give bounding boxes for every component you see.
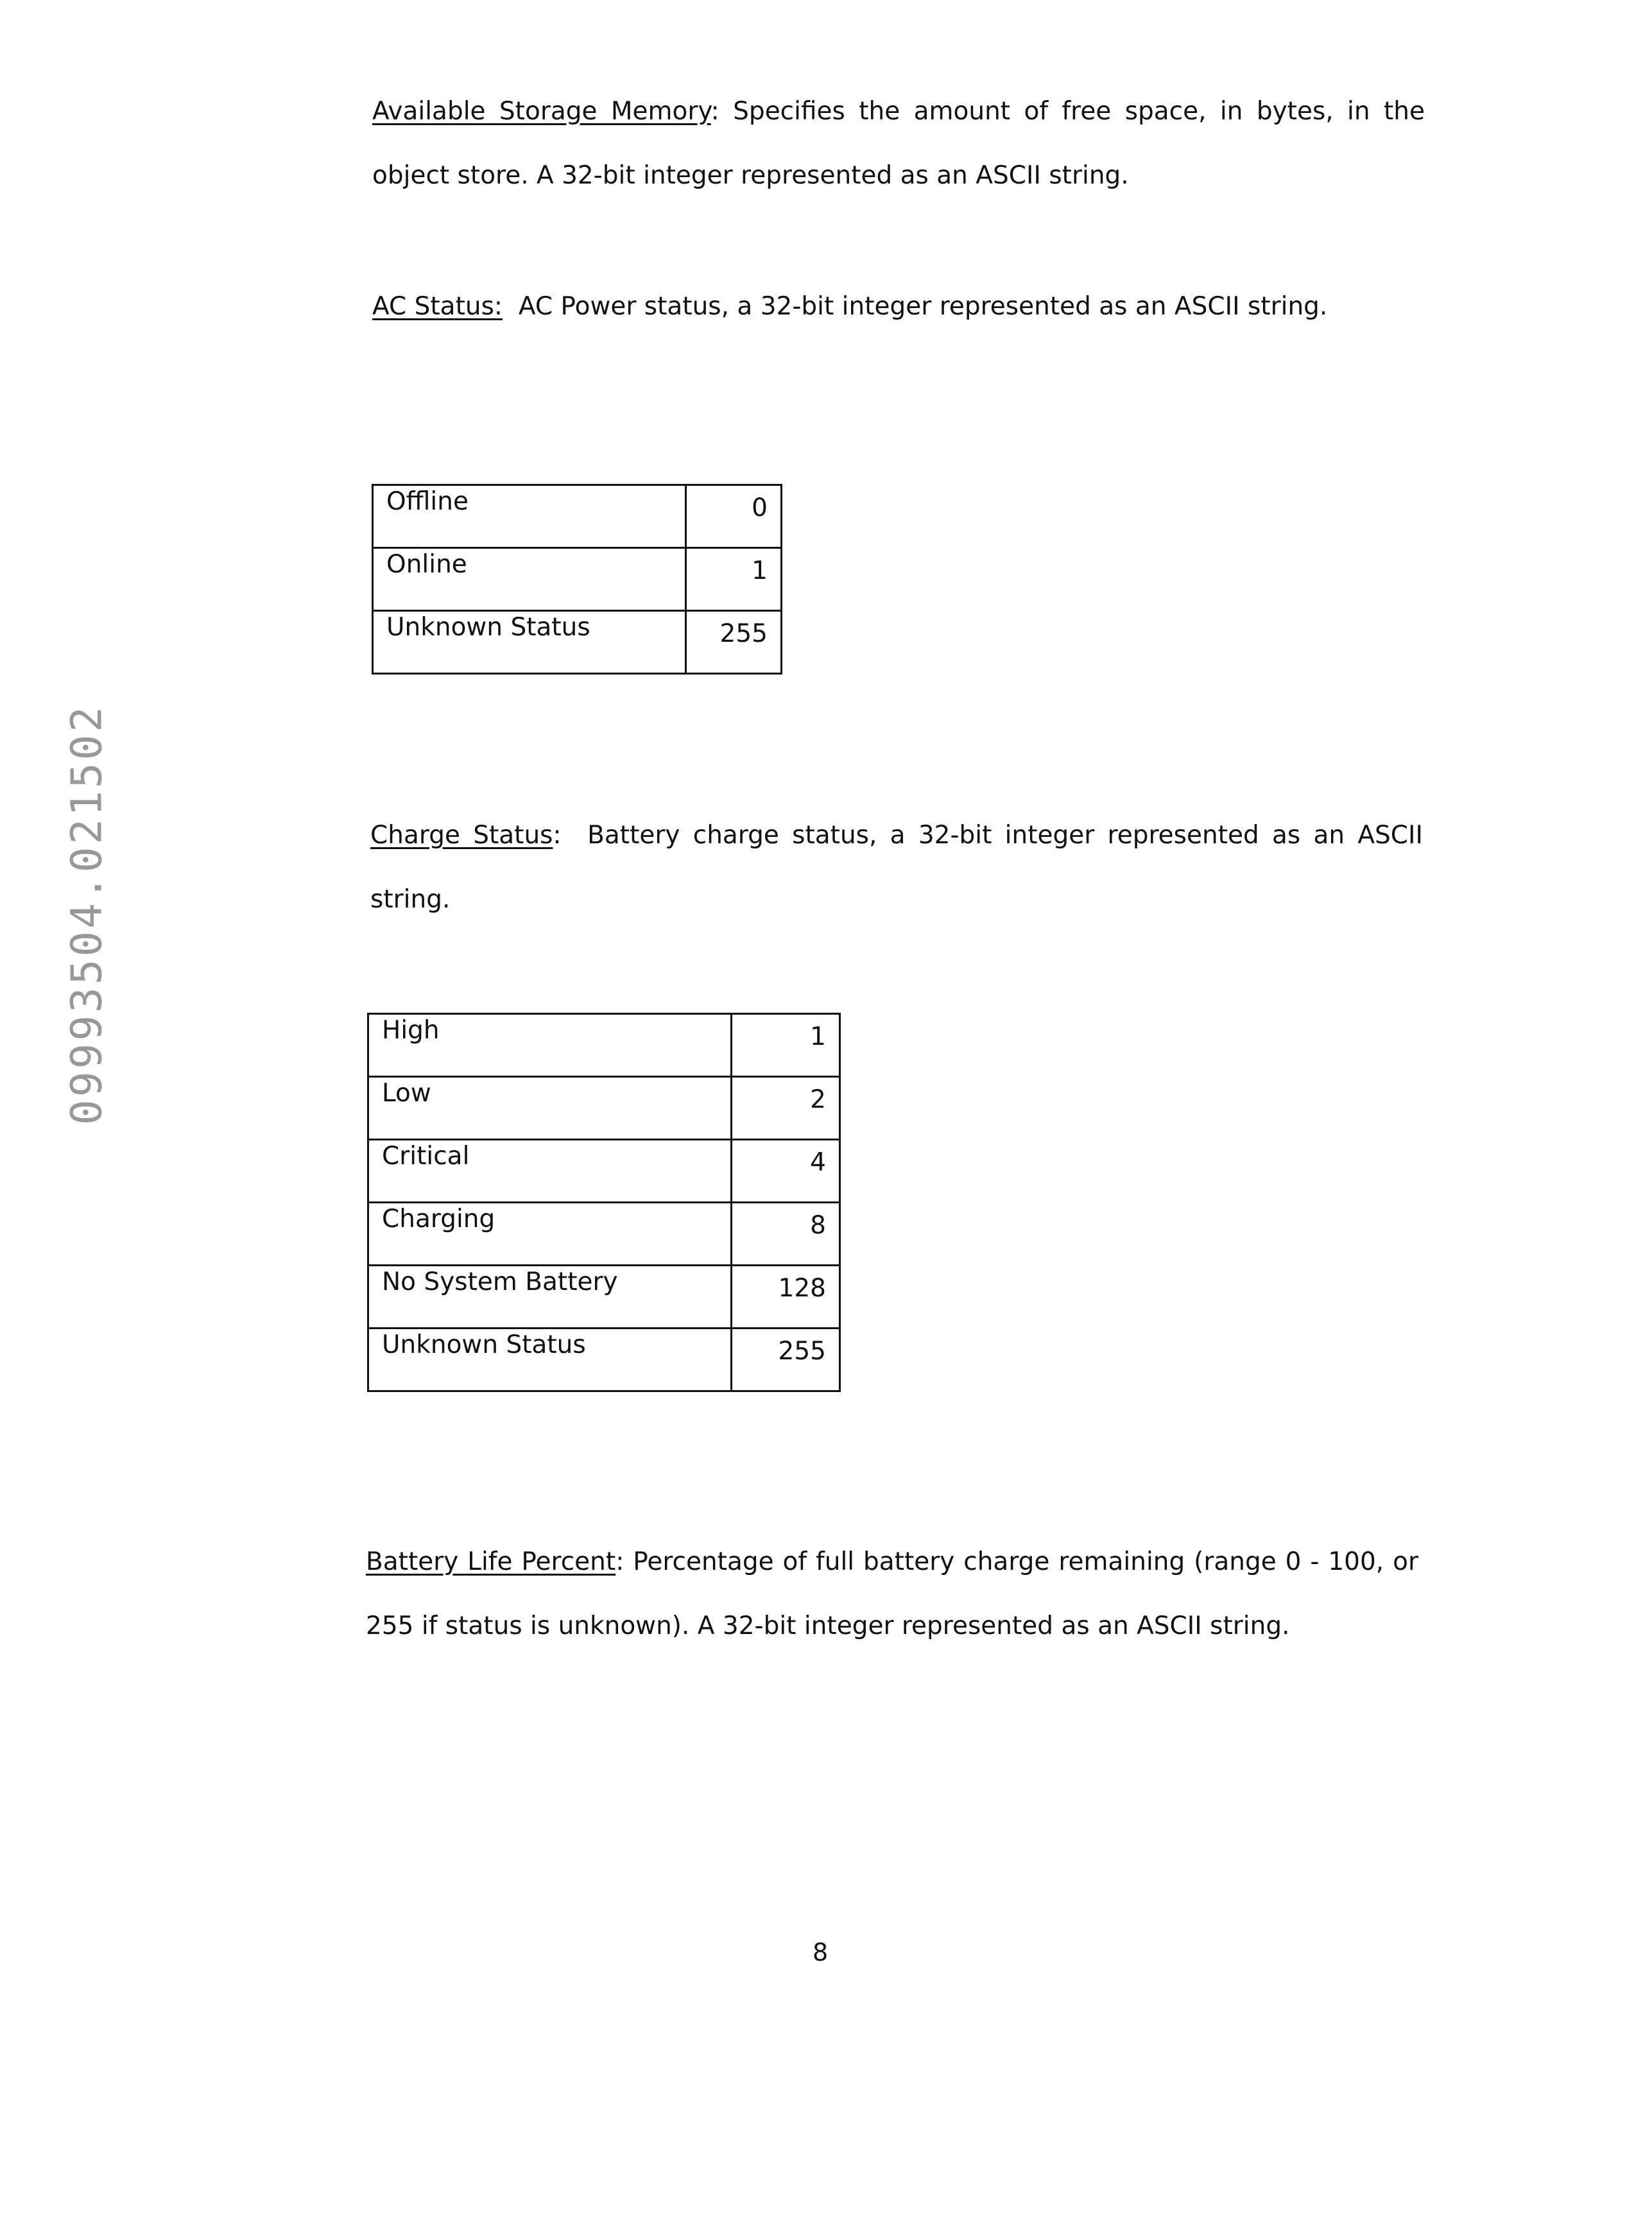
value-cell: 255: [686, 611, 782, 674]
table-row: [368, 1077, 840, 1140]
battery-life-paragraph: [366, 1530, 1418, 1658]
term: Charge Status: [370, 821, 553, 850]
value-cell: 0: [686, 485, 782, 548]
value-cell: 1: [686, 548, 782, 611]
label-cell: Unknown Status: [368, 1329, 732, 1391]
description: : Battery charge status, a 32-bit integer represented as an ASCII string.: [370, 821, 1431, 914]
description: : Percentage of full battery charge remaining (range 0 - 100, or 255 if status is unknown). A 32-bit integer represented as an ASCII string.: [366, 1547, 1418, 1640]
page-number: 8: [813, 1938, 828, 1966]
value-cell: 128: [732, 1266, 840, 1329]
label-cell: Online: [373, 548, 686, 611]
description: : Specifies the amount of free space, in bytes, in the object store. A 32-bit integer represented as an ASCII string.: [372, 97, 1425, 190]
scan-stamp: 09993504.021502: [51, 648, 122, 1181]
value-cell: 8: [732, 1203, 840, 1266]
table-row: [368, 1266, 840, 1329]
ac-status-table: [372, 484, 782, 675]
table-row: [368, 1140, 840, 1203]
table-row: [368, 1014, 840, 1077]
value-cell: 4: [732, 1140, 840, 1203]
value-cell: 2: [732, 1077, 840, 1140]
label-cell: Unknown Status: [373, 611, 686, 674]
label-cell: No System Battery: [368, 1266, 732, 1329]
table-row: [368, 1203, 840, 1266]
ac-status-paragraph: [372, 275, 1425, 339]
table-row: [373, 485, 782, 548]
label-cell: High: [368, 1014, 732, 1077]
label-cell: Low: [368, 1077, 732, 1140]
label-cell: Charging: [368, 1203, 732, 1266]
value-cell: 1: [732, 1014, 840, 1077]
storage-paragraph: [372, 80, 1425, 208]
term: AC Status:: [372, 292, 503, 321]
charge-status-table: [367, 1013, 841, 1392]
label-cell: Offline: [373, 485, 686, 548]
table-row: [368, 1329, 840, 1391]
label-cell: Critical: [368, 1140, 732, 1203]
description: AC Power status, a 32-bit integer represented as an ASCII string.: [503, 292, 1327, 321]
table-row: [373, 611, 782, 674]
table-row: [373, 548, 782, 611]
value-cell: 255: [732, 1329, 840, 1391]
term: Available Storage Memory: [372, 97, 711, 126]
term: Battery Life Percent: [366, 1547, 615, 1576]
charge-status-paragraph: [370, 804, 1423, 932]
